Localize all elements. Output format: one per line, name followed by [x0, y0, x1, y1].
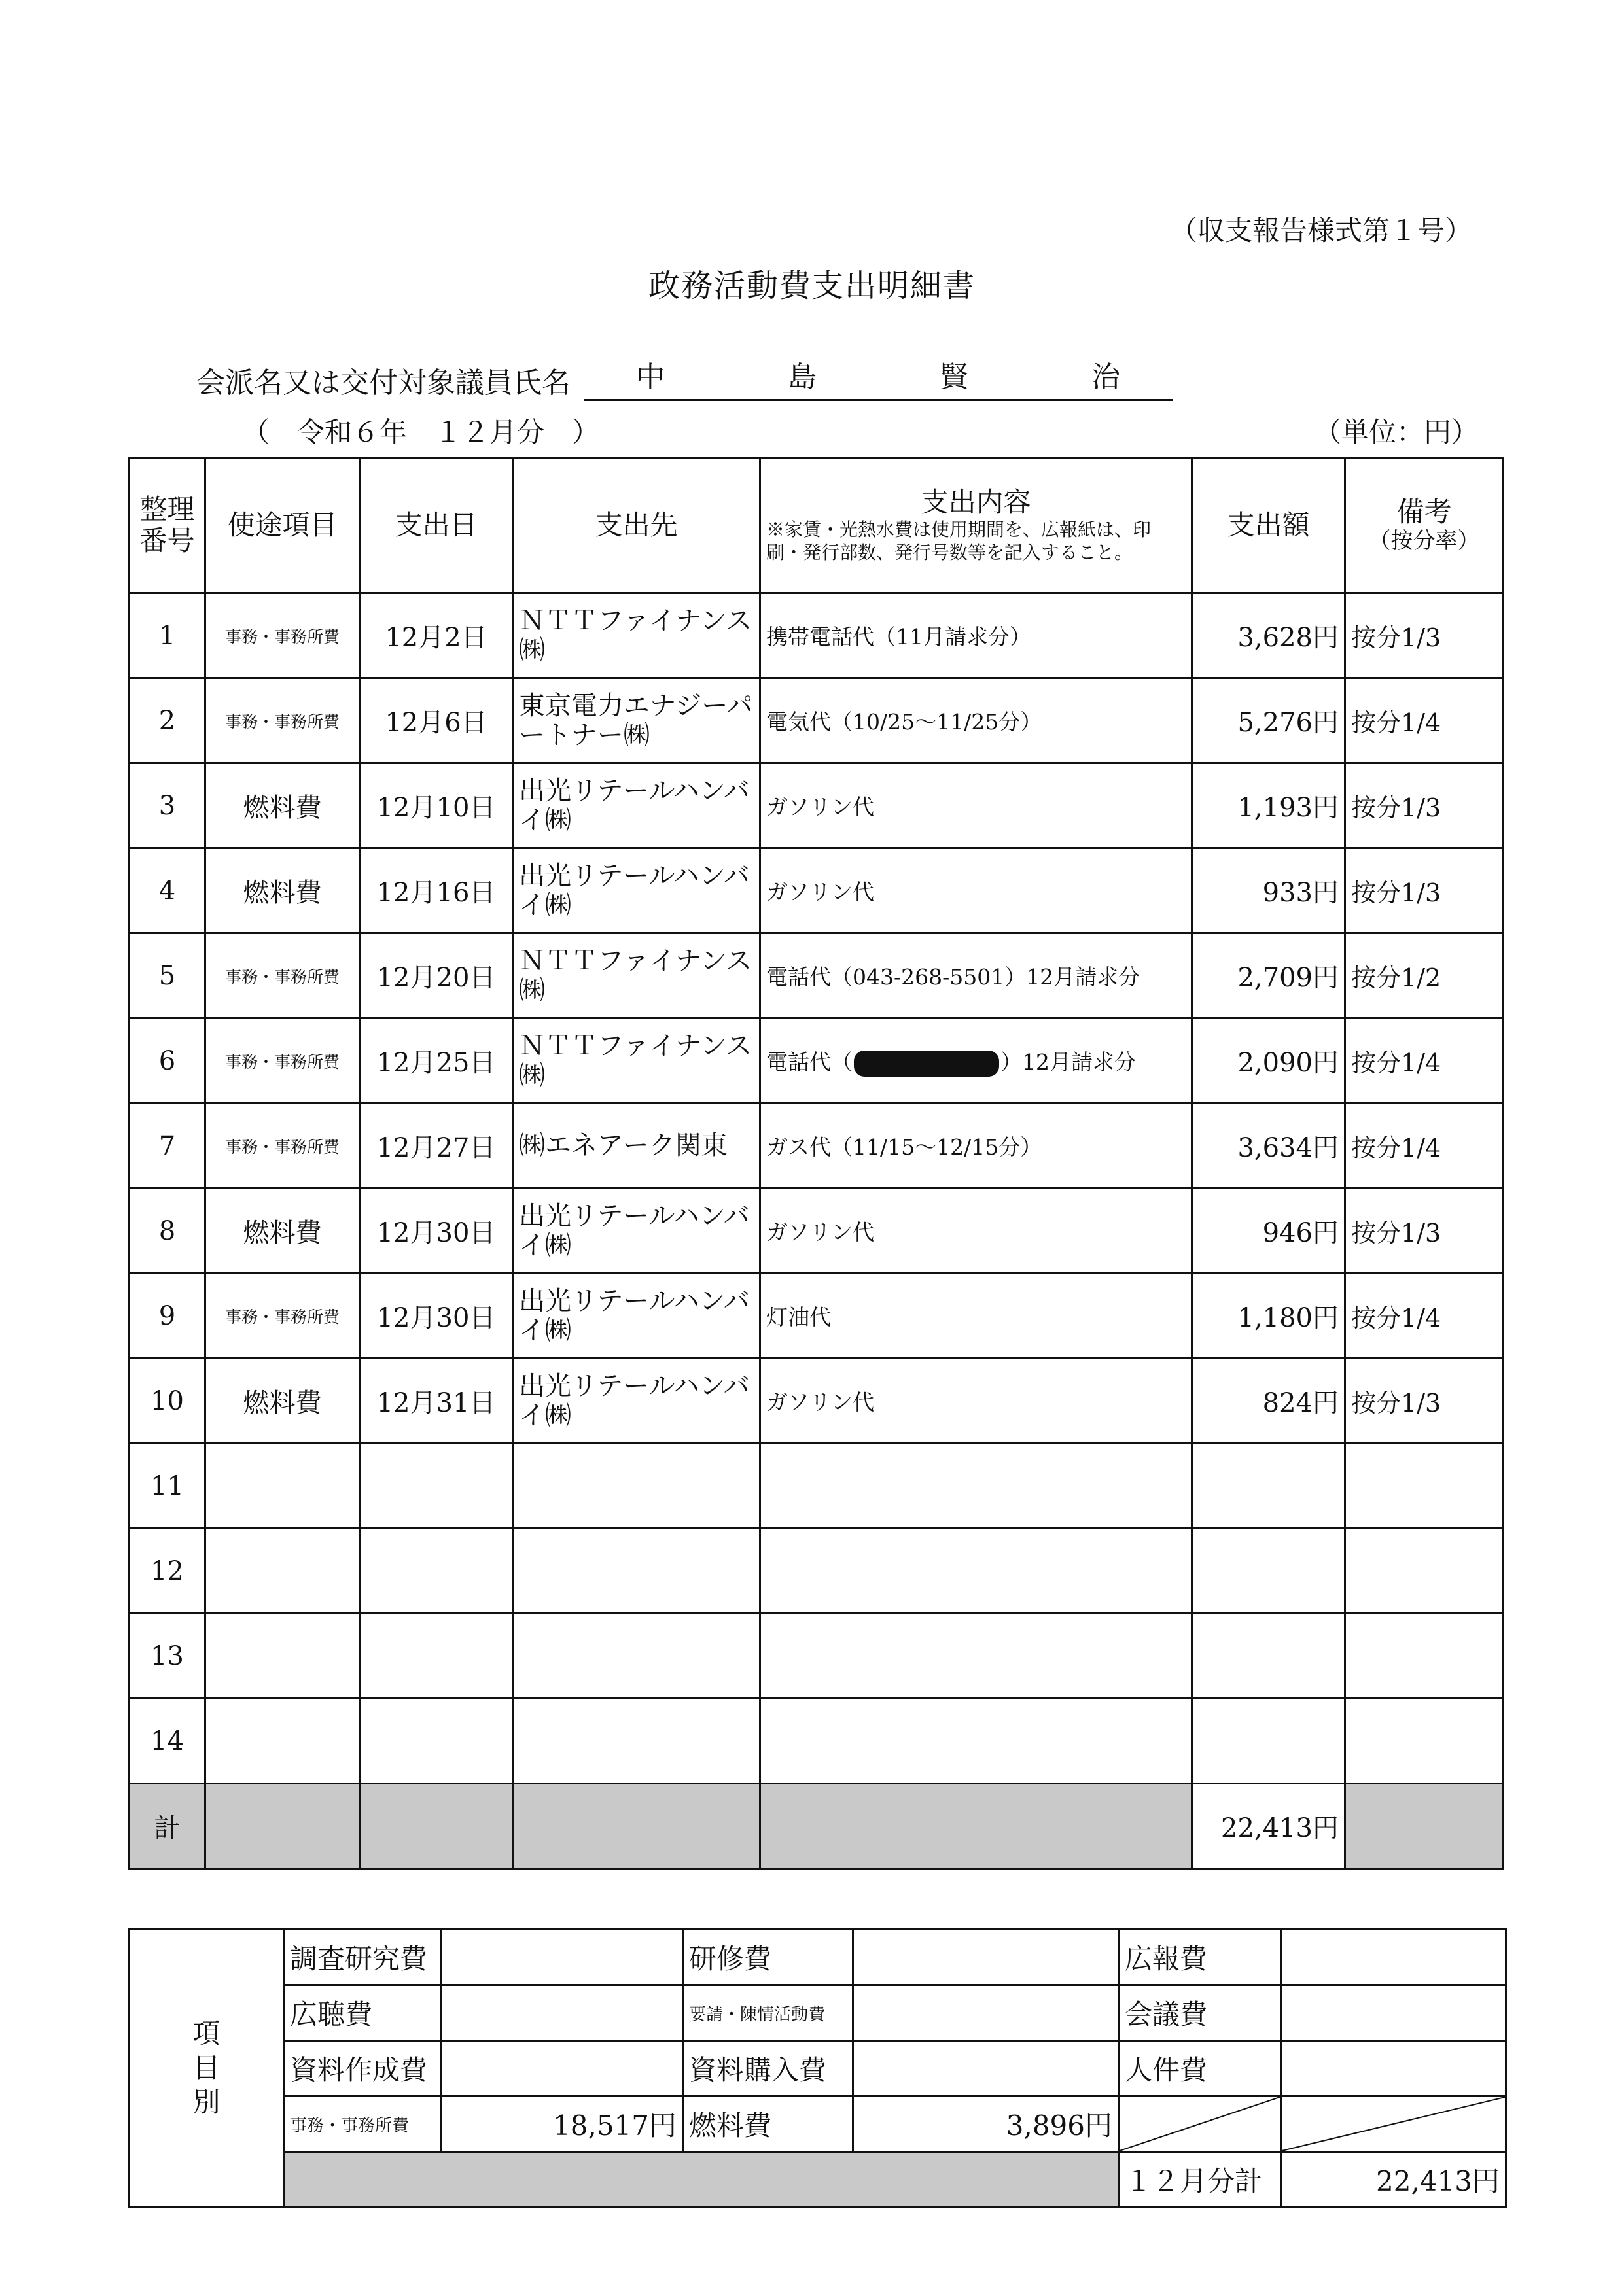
unit-label: （単位：円） [1313, 416, 1479, 448]
row-remarks: 按分1/2 [1345, 933, 1504, 1018]
row-date: 12月31日 [360, 1359, 513, 1444]
summary-side-label: 項目別 [130, 1930, 284, 2208]
summary-label: 要請・陳情活動費 [683, 1985, 853, 2041]
row-number: 10 [130, 1359, 205, 1444]
row-use: 事務・事務所費 [205, 1274, 360, 1359]
row-remarks: 按分1/4 [1345, 1018, 1504, 1104]
row-use [205, 1614, 360, 1699]
page-title: 政務活動費支出明細書 [648, 268, 976, 304]
row-number: 11 [130, 1444, 205, 1529]
row-remarks: 按分1/3 [1345, 1359, 1504, 1444]
row-use [205, 1699, 360, 1784]
summary-label: 会議費 [1119, 1985, 1281, 2041]
row-amount [1192, 1614, 1345, 1699]
row-date [360, 1614, 513, 1699]
table-row [130, 1018, 1504, 1104]
row-remarks: 按分1/3 [1345, 848, 1504, 933]
row-date [360, 1699, 513, 1784]
row-remarks: 按分1/4 [1345, 1104, 1504, 1189]
row-payee: ＮＴＴファイナンス㈱ [513, 1018, 760, 1104]
form-number: （収支報告様式第１号） [1169, 215, 1472, 247]
summary-value [441, 1985, 683, 2041]
row-content [760, 1189, 1192, 1274]
table-row [130, 1189, 1504, 1274]
table-row [130, 933, 1504, 1018]
summary-value [1281, 1985, 1506, 2041]
row-date [360, 1529, 513, 1614]
row-date: 12月10日 [360, 763, 513, 848]
row-number: 13 [130, 1614, 205, 1699]
row-use: 燃料費 [205, 848, 360, 933]
summary-value [1281, 1930, 1506, 1985]
row-amount: 1,193円 [1192, 763, 1345, 848]
row-payee: 東京電力エナジーパートナー㈱ [513, 678, 760, 763]
row-use: 燃料費 [205, 763, 360, 848]
summary-label: 調査研究費 [284, 1930, 441, 1985]
row-remarks [1345, 1699, 1504, 1784]
summary-label: 広聴費 [284, 1985, 441, 2041]
summary-value [441, 1930, 683, 1985]
row-use: 事務・事務所費 [205, 1018, 360, 1104]
summary-label: 資料購入費 [683, 2041, 853, 2096]
table-header [130, 458, 1504, 593]
row-payee: 出光リテールハンバイ㈱ [513, 1189, 760, 1274]
row-number: 1 [130, 593, 205, 678]
row-amount: 2,709円 [1192, 933, 1345, 1018]
row-amount [1192, 1699, 1345, 1784]
row-content [760, 1104, 1192, 1189]
row-remarks: 按分1/3 [1345, 593, 1504, 678]
row-content [760, 1614, 1192, 1699]
row-use: 燃料費 [205, 1359, 360, 1444]
row-amount: 933円 [1192, 848, 1345, 933]
name-char: 島 [788, 360, 817, 394]
header-content-note: ※家賃・光熱水費は使用期間を、広報紙は、印刷・発行部数、発行号数等を記入すること。 [766, 519, 1152, 564]
row-number: 12 [130, 1529, 205, 1614]
summary-value [1281, 2041, 1506, 2096]
table-row [130, 593, 1504, 678]
total-label: 計 [130, 1784, 205, 1869]
summary-value [853, 2041, 1119, 2096]
row-number: 6 [130, 1018, 205, 1104]
row-number: 14 [130, 1699, 205, 1784]
expense-table [128, 457, 1504, 1870]
row-payee [513, 1529, 760, 1614]
summary-value [853, 1930, 1119, 1985]
month-total-value: 22,413円 [1281, 2152, 1506, 2208]
row-content [760, 1529, 1192, 1614]
total-amount: 22,413円 [1192, 1784, 1345, 1869]
summary-label: 人件費 [1119, 2041, 1281, 2096]
row-remarks: 按分1/4 [1345, 1274, 1504, 1359]
row-content-text: ガソリン代 [766, 879, 874, 905]
summary-label: 広報費 [1119, 1930, 1281, 1985]
row-use: 事務・事務所費 [205, 678, 360, 763]
row-payee: 出光リテールハンバイ㈱ [513, 848, 760, 933]
row-payee: ㈱エネアーク関東 [513, 1104, 760, 1189]
row-remarks: 按分1/3 [1345, 1189, 1504, 1274]
row-amount [1192, 1529, 1345, 1614]
row-remarks: 按分1/4 [1345, 678, 1504, 763]
row-number: 2 [130, 678, 205, 763]
row-content [760, 1359, 1192, 1444]
row-number: 3 [130, 763, 205, 848]
row-payee: 出光リテールハンバイ㈱ [513, 763, 760, 848]
header-remarks-sub: （按分率） [1368, 527, 1480, 554]
header-no: 整理番号 [130, 458, 205, 593]
row-amount: 2,090円 [1192, 1018, 1345, 1104]
header-content [760, 458, 1192, 593]
row-content [760, 848, 1192, 933]
table-row [130, 1104, 1504, 1189]
redaction-mark [854, 1051, 999, 1077]
row-date: 12月30日 [360, 1189, 513, 1274]
table-row [130, 1529, 1504, 1614]
row-payee: 出光リテールハンバイ㈱ [513, 1359, 760, 1444]
header-date: 支出日 [360, 458, 513, 593]
row-content-text: ガソリン代 [766, 794, 874, 820]
row-date: 12月2日 [360, 593, 513, 678]
row-date: 12月20日 [360, 933, 513, 1018]
summary-value [853, 1985, 1119, 2041]
month-total-label: １２月分計 [1119, 2152, 1281, 2208]
row-content-text: 電話代（043-268-5501）12月請求分 [766, 964, 1140, 990]
row-content [760, 1018, 1192, 1104]
row-payee: 出光リテールハンバイ㈱ [513, 1274, 760, 1359]
row-remarks: 按分1/3 [1345, 763, 1504, 848]
row-content-text: 電気代（10/25～11/25分） [766, 709, 1042, 735]
header-remarks [1345, 458, 1504, 593]
member-name [584, 353, 1173, 401]
row-use: 事務・事務所費 [205, 593, 360, 678]
name-char: 治 [1091, 360, 1120, 394]
row-content [760, 1444, 1192, 1529]
category-summary [128, 1928, 1507, 2208]
period: （ 令和６年 １２月分 ） [242, 416, 600, 448]
row-payee [513, 1444, 760, 1529]
row-content-text: 電話代（ [766, 1049, 853, 1075]
header-use: 使途項目 [205, 458, 360, 593]
row-amount: 946円 [1192, 1189, 1345, 1274]
row-content [760, 1274, 1192, 1359]
row-number: 9 [130, 1274, 205, 1359]
row-amount: 824円 [1192, 1359, 1345, 1444]
summary-label: 燃料費 [683, 2096, 853, 2152]
row-amount: 3,628円 [1192, 593, 1345, 678]
header-content-title: 支出内容 [921, 485, 1031, 518]
row-content [760, 593, 1192, 678]
row-content-text: 灯油代 [766, 1304, 831, 1330]
summary-label: 研修費 [683, 1930, 853, 1985]
row-content [760, 933, 1192, 1018]
name-row [196, 353, 1173, 401]
row-use: 事務・事務所費 [205, 1104, 360, 1189]
row-content [760, 678, 1192, 763]
row-date: 12月27日 [360, 1104, 513, 1189]
table-row [130, 763, 1504, 848]
row-remarks [1345, 1529, 1504, 1614]
summary-label: 資料作成費 [284, 2041, 441, 2096]
row-number: 4 [130, 848, 205, 933]
summary-value: 18,517円 [441, 2096, 683, 2152]
table-row [130, 1359, 1504, 1444]
row-amount: 3,634円 [1192, 1104, 1345, 1189]
row-number: 8 [130, 1189, 205, 1274]
header-amount: 支出額 [1192, 458, 1345, 593]
row-content-text: ガソリン代 [766, 1219, 874, 1245]
name-char: 中 [636, 360, 665, 394]
row-content-text-after: ）12月請求分 [1000, 1049, 1136, 1075]
row-date [360, 1444, 513, 1529]
row-amount: 1,180円 [1192, 1274, 1345, 1359]
row-content [760, 1699, 1192, 1784]
row-use: 事務・事務所費 [205, 933, 360, 1018]
diagonal-cell [1281, 2096, 1506, 2152]
table-row [130, 1274, 1504, 1359]
summary-value [441, 2041, 683, 2096]
row-use: 燃料費 [205, 1189, 360, 1274]
row-date: 12月6日 [360, 678, 513, 763]
row-amount [1192, 1444, 1345, 1529]
row-content-text: ガス代（11/15～12/15分） [766, 1134, 1042, 1160]
row-date: 12月25日 [360, 1018, 513, 1104]
row-payee [513, 1614, 760, 1699]
row-date: 12月30日 [360, 1274, 513, 1359]
header-payee: 支出先 [513, 458, 760, 593]
row-amount: 5,276円 [1192, 678, 1345, 763]
row-number: 7 [130, 1104, 205, 1189]
header-remarks-title: 備考 [1396, 496, 1452, 529]
summary-label: 事務・事務所費 [284, 2096, 441, 2152]
row-number: 5 [130, 933, 205, 1018]
total-row [130, 1784, 1504, 1869]
table-row [130, 1699, 1504, 1784]
row-remarks [1345, 1614, 1504, 1699]
table-row [130, 1444, 1504, 1529]
row-payee [513, 1699, 760, 1784]
row-content [760, 763, 1192, 848]
row-remarks [1345, 1444, 1504, 1529]
table-row [130, 848, 1504, 933]
row-content-text: 携帯電話代（11月請求分） [766, 624, 1031, 650]
table-row [130, 678, 1504, 763]
row-date: 12月16日 [360, 848, 513, 933]
table-row [130, 1614, 1504, 1699]
diagonal-cell [1119, 2096, 1281, 2152]
name-label: 会派名又は交付対象議員氏名 [196, 366, 571, 400]
row-payee: ＮＴＴファイナンス㈱ [513, 933, 760, 1018]
row-use [205, 1444, 360, 1529]
row-use [205, 1529, 360, 1614]
row-payee: ＮＴＴファイナンス㈱ [513, 593, 760, 678]
name-char: 賢 [940, 360, 968, 394]
summary-value: 3,896円 [853, 2096, 1119, 2152]
row-content-text: ガソリン代 [766, 1389, 874, 1415]
